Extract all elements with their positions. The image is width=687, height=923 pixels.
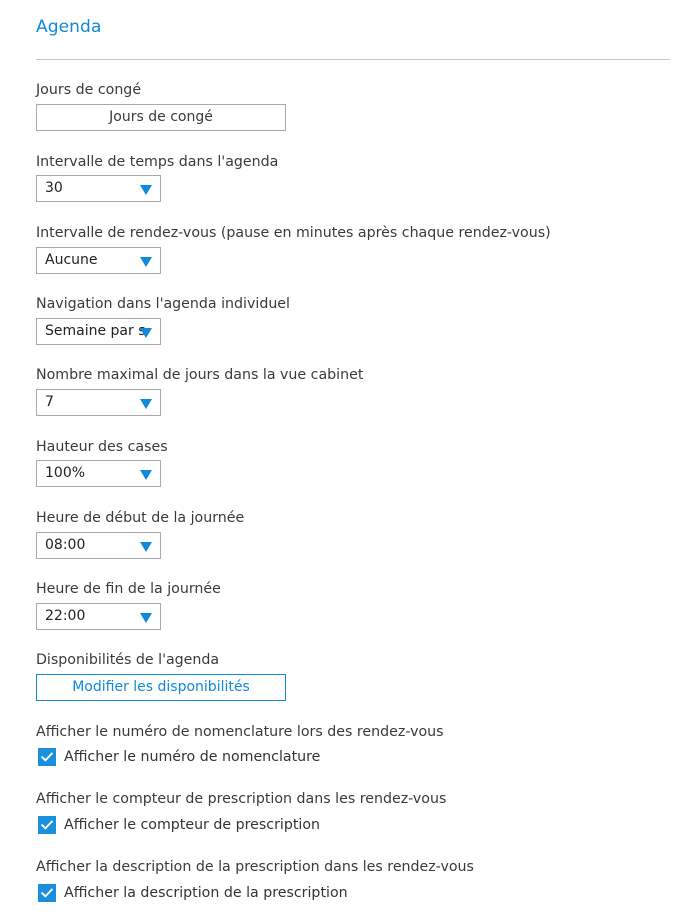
max-days-select[interactable]: [36, 389, 161, 416]
time-interval-value: 30: [45, 180, 63, 196]
chevron-down-icon: [140, 542, 152, 552]
appointment-interval-value: Aucune: [45, 252, 98, 268]
prescription-description-checkbox[interactable]: [38, 884, 56, 902]
day-start-value: 08:00: [45, 537, 86, 553]
time-interval-label: Intervalle de temps dans l'agenda: [36, 154, 279, 170]
cell-height-label: Hauteur des cases: [36, 439, 168, 455]
availability-label: Disponibilités de l'agenda: [36, 652, 220, 668]
chevron-down-icon: [140, 328, 152, 338]
day-end-select[interactable]: [36, 603, 161, 630]
chevron-down-icon: [140, 185, 152, 195]
check-icon: [40, 750, 54, 764]
cell-height-value: 100%: [45, 465, 86, 481]
day-start-select[interactable]: [36, 532, 161, 559]
check-icon: [40, 886, 54, 900]
individual-navigation-label: Navigation dans l'agenda individuel: [36, 296, 290, 312]
check-icon: [40, 818, 54, 832]
prescription-counter-checkbox[interactable]: [38, 816, 56, 834]
prescription-counter-label: Afficher le compteur de prescription dans les rendez-vous: [36, 791, 447, 807]
prescription-description-checkbox-label[interactable]: Afficher la description de la prescription: [64, 885, 348, 901]
nomenclature-checkbox[interactable]: [38, 748, 56, 766]
chevron-down-icon: [140, 613, 152, 623]
individual-navigation-select[interactable]: [36, 318, 161, 345]
individual-navigation-value: Semaine par s: [45, 323, 146, 339]
day-start-label: Heure de début de la journée: [36, 510, 245, 526]
prescription-counter-checkbox-label[interactable]: Afficher le compteur de prescription: [64, 817, 321, 833]
chevron-down-icon: [140, 470, 152, 480]
edit-availability-button[interactable]: Modifier les disponibilités: [36, 674, 286, 701]
prescription-description-label: Afficher la description de la prescription dans les rendez-vous: [36, 859, 474, 875]
cell-height-select[interactable]: [36, 460, 161, 487]
time-interval-select[interactable]: [36, 175, 161, 202]
chevron-down-icon: [140, 399, 152, 409]
day-end-label: Heure de fin de la journée: [36, 581, 221, 597]
max-days-value: 7: [45, 394, 54, 410]
holidays-button[interactable]: Jours de congé: [36, 104, 286, 131]
appointment-interval-label: Intervalle de rendez-vous (pause en minutes après chaque rendez-vous): [36, 225, 551, 241]
section-title: Agenda: [36, 17, 102, 37]
day-end-value: 22:00: [45, 608, 86, 624]
max-days-label: Nombre maximal de jours dans la vue cabinet: [36, 367, 364, 383]
holidays-label: Jours de congé: [36, 82, 142, 98]
nomenclature-checkbox-label[interactable]: Afficher le numéro de nomenclature: [64, 749, 321, 765]
chevron-down-icon: [140, 257, 152, 267]
nomenclature-label: Afficher le numéro de nomenclature lors des rendez-vous: [36, 724, 444, 740]
divider: [36, 59, 670, 60]
appointment-interval-select[interactable]: [36, 247, 161, 274]
